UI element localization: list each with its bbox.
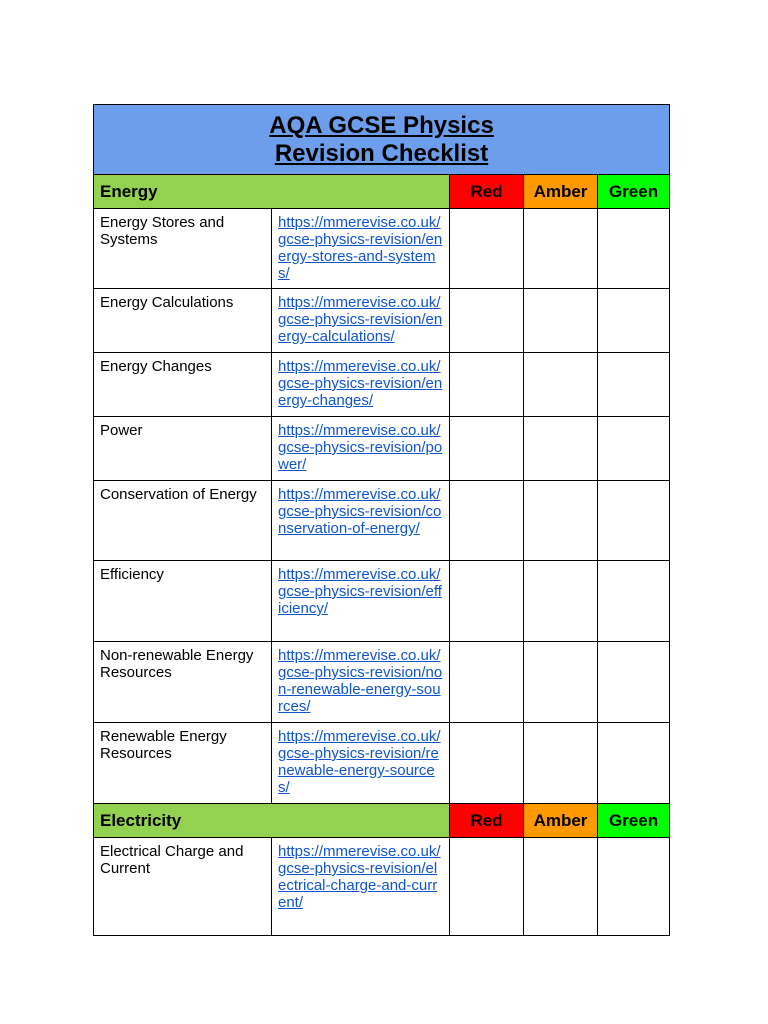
- topic-link[interactable]: https://mmerevise.co.uk/gcse-physics-revision/energy-calculations/: [272, 289, 450, 353]
- table-row: [94, 481, 670, 561]
- red-cell[interactable]: [450, 642, 524, 723]
- topic-link[interactable]: https://mmerevise.co.uk/gcse-physics-revision/power/: [272, 417, 450, 481]
- checklist-table: [93, 104, 670, 936]
- title-row: [94, 105, 670, 175]
- topic-name: Conservation of Energy: [94, 481, 272, 561]
- topic-link[interactable]: https://mmerevise.co.uk/gcse-physics-revision/non-renewable-energy-sources/: [272, 642, 450, 723]
- amber-cell[interactable]: [524, 561, 598, 642]
- topic-name: Energy Calculations: [94, 289, 272, 353]
- topic-name: Renewable Energy Resources: [94, 723, 272, 804]
- topic-link[interactable]: https://mmerevise.co.uk/gcse-physics-revision/energy-stores-and-systems/: [272, 209, 450, 289]
- topic-link[interactable]: https://mmerevise.co.uk/gcse-physics-revision/energy-changes/: [272, 353, 450, 417]
- red-header: Red: [450, 804, 524, 838]
- green-cell[interactable]: [598, 838, 670, 936]
- topic-link[interactable]: https://mmerevise.co.uk/gcse-physics-revision/electrical-charge-and-current/: [272, 838, 450, 936]
- table-row: [94, 289, 670, 353]
- green-header: Green: [598, 175, 670, 209]
- topic-link[interactable]: https://mmerevise.co.uk/gcse-physics-revision/efficiency/: [272, 561, 450, 642]
- red-cell[interactable]: [450, 838, 524, 936]
- table-row: [94, 723, 670, 804]
- topic-name: Energy Changes: [94, 353, 272, 417]
- topic-name: Energy Stores and Systems: [94, 209, 272, 289]
- green-cell[interactable]: [598, 561, 670, 642]
- page-title: [94, 105, 670, 175]
- topic-name: Non-renewable Energy Resources: [94, 642, 272, 723]
- green-cell[interactable]: [598, 289, 670, 353]
- section-header-energy: [94, 175, 670, 209]
- amber-cell[interactable]: [524, 353, 598, 417]
- table-row: [94, 353, 670, 417]
- topic-name: Electrical Charge and Current: [94, 838, 272, 936]
- topic-name: Power: [94, 417, 272, 481]
- title-line-1: AQA GCSE Physics: [269, 111, 494, 139]
- amber-cell[interactable]: [524, 838, 598, 936]
- section-header-electricity: [94, 804, 670, 838]
- amber-cell[interactable]: [524, 481, 598, 561]
- topic-link[interactable]: https://mmerevise.co.uk/gcse-physics-revision/conservation-of-energy/: [272, 481, 450, 561]
- green-header: Green: [598, 804, 670, 838]
- green-cell[interactable]: [598, 417, 670, 481]
- title-line-2: Revision Checklist: [274, 139, 489, 167]
- section-name: Electricity: [94, 804, 450, 838]
- red-cell[interactable]: [450, 481, 524, 561]
- red-cell[interactable]: [450, 561, 524, 642]
- topic-name: Efficiency: [94, 561, 272, 642]
- amber-cell[interactable]: [524, 642, 598, 723]
- table-row: [94, 642, 670, 723]
- revision-checklist: [93, 104, 669, 936]
- table-row: [94, 209, 670, 289]
- red-cell[interactable]: [450, 723, 524, 804]
- table-row: [94, 838, 670, 936]
- table-row: [94, 561, 670, 642]
- green-cell[interactable]: [598, 642, 670, 723]
- topic-link[interactable]: https://mmerevise.co.uk/gcse-physics-revision/renewable-energy-sources/: [272, 723, 450, 804]
- amber-cell[interactable]: [524, 209, 598, 289]
- red-cell[interactable]: [450, 417, 524, 481]
- amber-cell[interactable]: [524, 417, 598, 481]
- amber-header: Amber: [524, 804, 598, 838]
- amber-header: Amber: [524, 175, 598, 209]
- red-cell[interactable]: [450, 353, 524, 417]
- section-name: Energy: [94, 175, 450, 209]
- green-cell[interactable]: [598, 723, 670, 804]
- table-row: [94, 417, 670, 481]
- amber-cell[interactable]: [524, 289, 598, 353]
- amber-cell[interactable]: [524, 723, 598, 804]
- red-cell[interactable]: [450, 209, 524, 289]
- green-cell[interactable]: [598, 481, 670, 561]
- red-cell[interactable]: [450, 289, 524, 353]
- green-cell[interactable]: [598, 353, 670, 417]
- green-cell[interactable]: [598, 209, 670, 289]
- red-header: Red: [450, 175, 524, 209]
